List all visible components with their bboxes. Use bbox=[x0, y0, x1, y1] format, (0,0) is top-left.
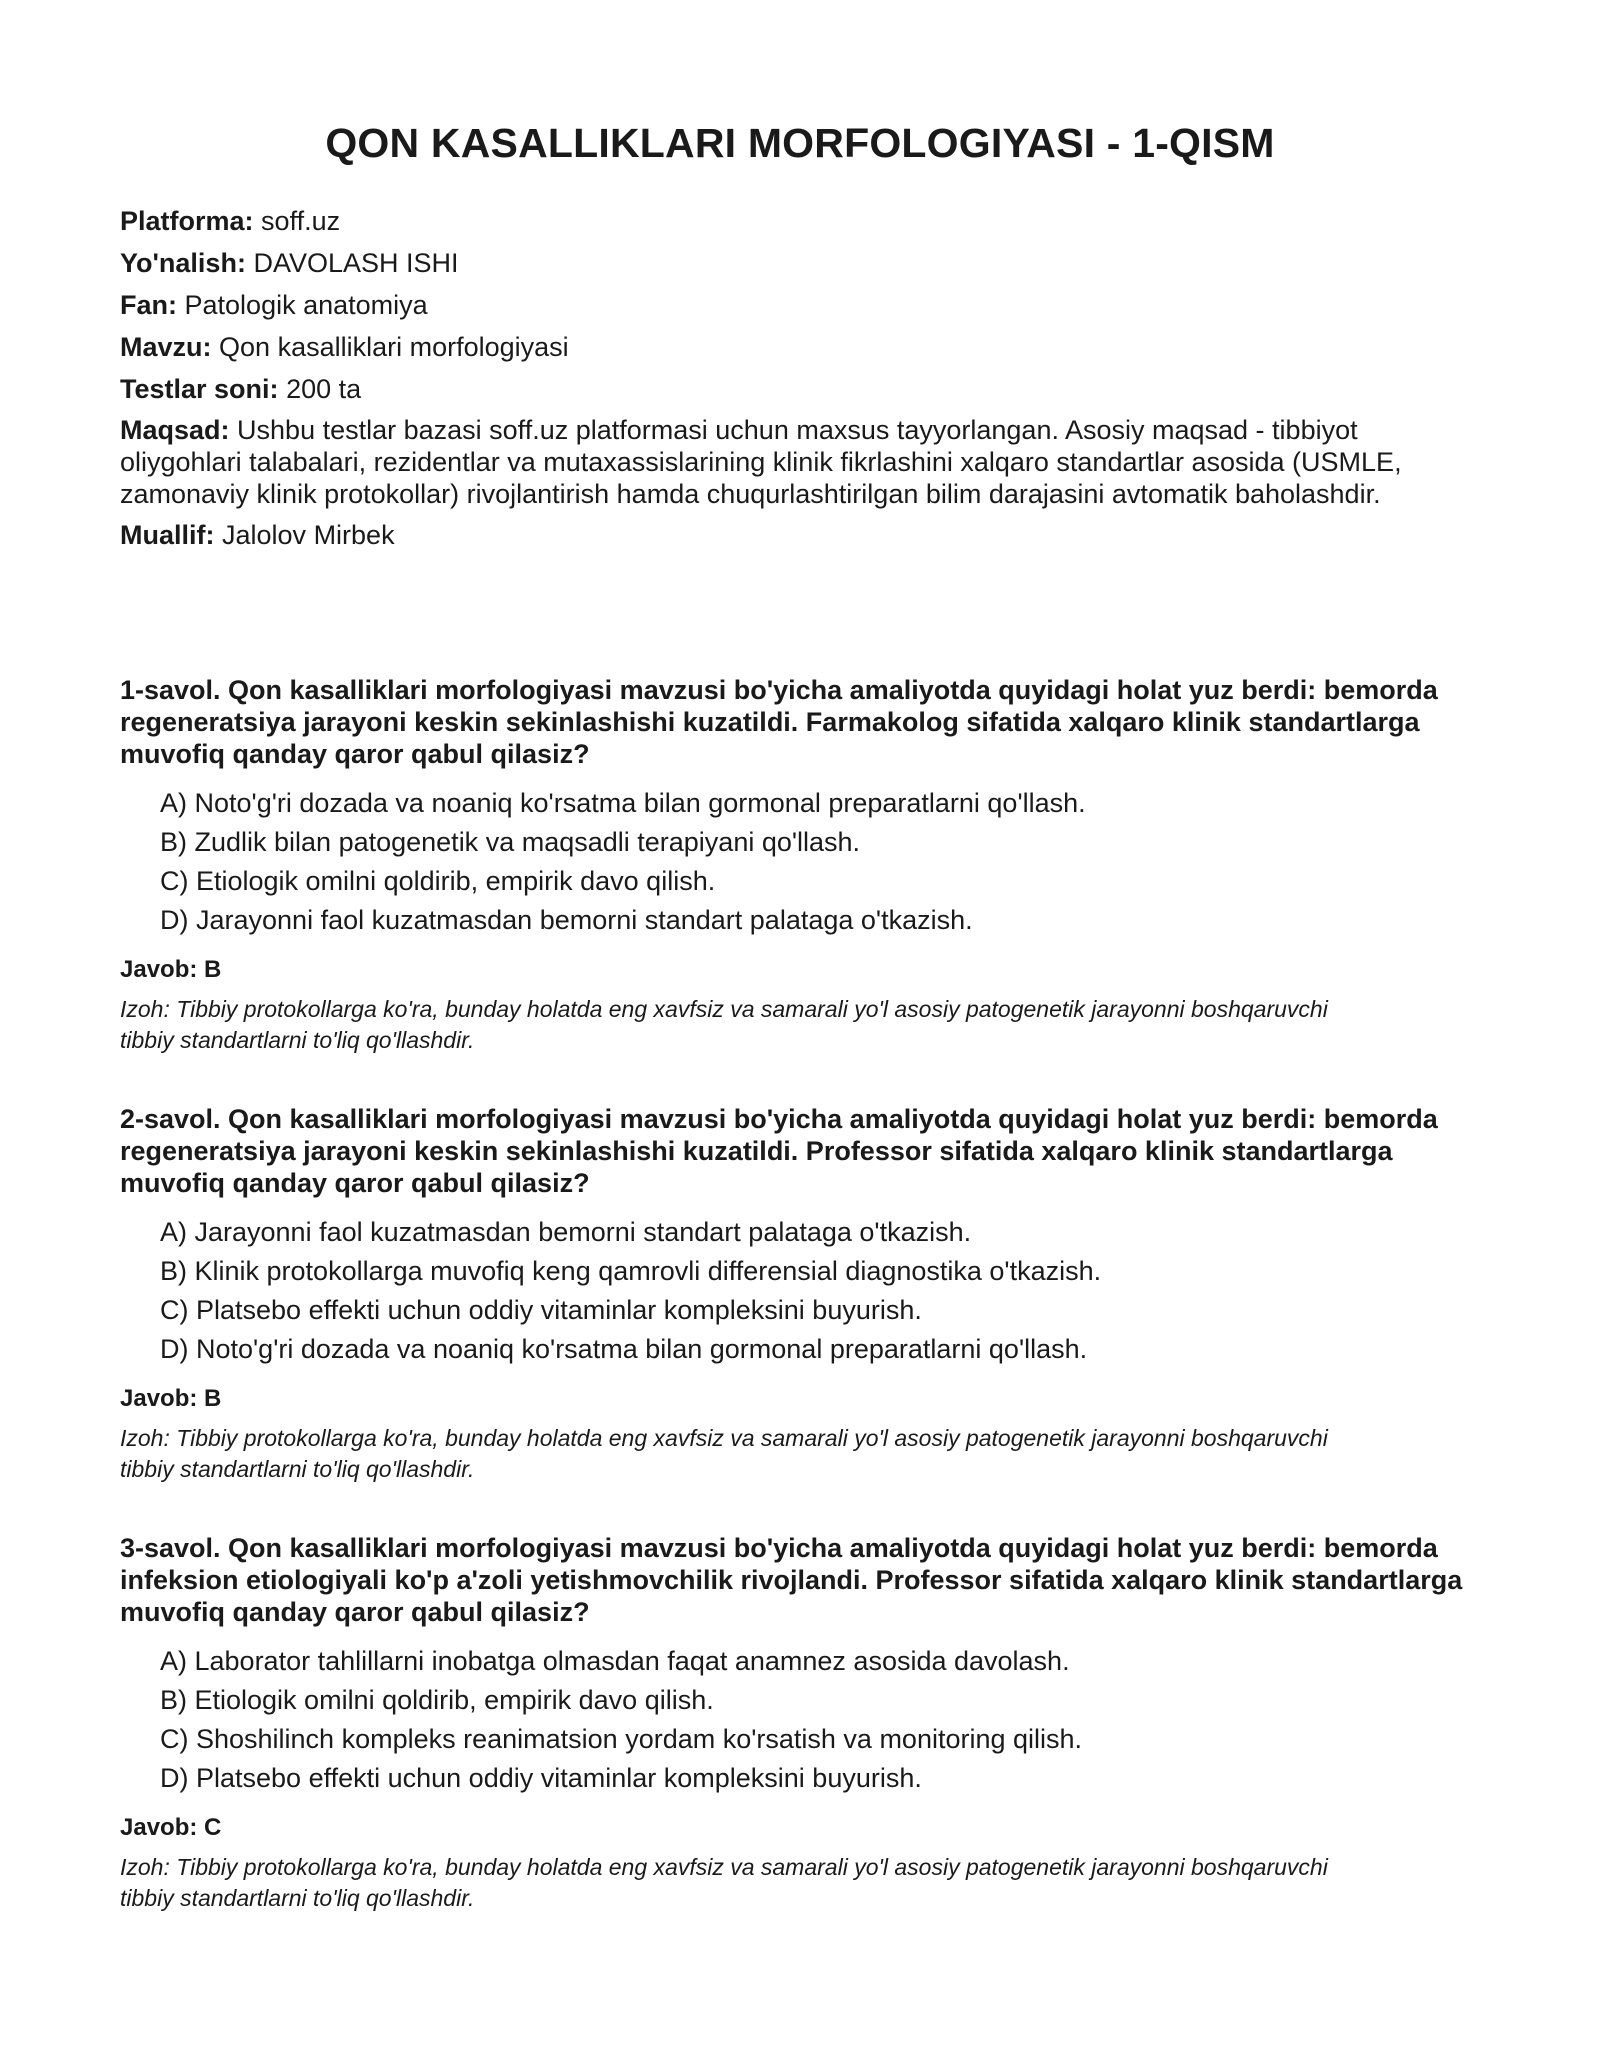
meta-value: 200 ta bbox=[286, 374, 362, 404]
correct-answer: Javob: B bbox=[120, 956, 222, 983]
document-title: QON KASALLIKLARI MORFOLOGIYASI - 1-QISM bbox=[325, 120, 1275, 166]
answer-option-c: C) Etiologik omilni qoldirib, empirik davo qilish. bbox=[160, 866, 716, 896]
answer-option-b: B) Klinik protokollarga muvofiq keng qamrovli differensial diagnostika o'tkazish. bbox=[160, 1256, 1102, 1286]
answer-explanation: Izoh: Tibbiy protokollarga ko'ra, bunday holatda eng xavfsiz va samarali yo'l asosiy patogenetik jarayonni boshqaruvchi tibbiy standartlarni to'liq qo'llashdir. bbox=[120, 1425, 1328, 1482]
meta-subject bbox=[120, 288, 1460, 322]
document-metadata bbox=[120, 204, 1460, 560]
answer-option-d: D) Noto'g'ri dozada va noaniq ko'rsatma bilan gormonal preparatlarni qo'llash. bbox=[160, 1334, 1088, 1364]
question-text: 1-savol. Qon kasalliklari morfologiyasi mavzusi bo'yicha amaliyotda quyidagi holat yuz berdi: bemorda regeneratsiya jarayoni keskin sekinlashishi kuzatildi. Farmakolog sifatida xalqaro klinik standartlarga muvofiq qanday qaror qabul qilasiz? bbox=[120, 675, 1438, 769]
meta-author bbox=[120, 518, 1460, 552]
meta-label: Testlar soni: bbox=[120, 374, 279, 404]
meta-label: Mavzu: bbox=[120, 332, 212, 362]
answer-option-c: C) Platsebo effekti uchun oddiy vitaminlar kompleksini buyurish. bbox=[160, 1295, 922, 1325]
answer-options bbox=[120, 784, 1470, 940]
answer-option-b: B) Etiologik omilni qoldirib, empirik davo qilish. bbox=[160, 1685, 714, 1715]
meta-label: Fan: bbox=[120, 290, 177, 320]
question-item bbox=[120, 1532, 1470, 1914]
meta-purpose bbox=[120, 414, 1460, 510]
meta-label: Muallif: bbox=[120, 520, 215, 550]
question-item bbox=[120, 674, 1470, 1056]
meta-test-count bbox=[120, 372, 1460, 406]
answer-option-c: C) Shoshilinch kompleks reanimatsion yordam ko'rsatish va monitoring qilish. bbox=[160, 1724, 1083, 1754]
answer-option-a: A) Jarayonni faol kuzatmasdan bemorni standart palataga o'tkazish. bbox=[160, 1217, 972, 1247]
meta-value: Qon kasalliklari morfologiyasi bbox=[219, 332, 569, 362]
meta-value: soff.uz bbox=[261, 206, 341, 236]
meta-label: Maqsad: bbox=[120, 415, 230, 445]
question-text: 3-savol. Qon kasalliklari morfologiyasi mavzusi bo'yicha amaliyotda quyidagi holat yuz berdi: bemorda infeksion etiologiyali ko'p a'zoli yetishmovchilik rivojlandi. Professor sifatida xalqaro klinik standartlarga muvofiq qanday qaror qabul qilasiz? bbox=[120, 1533, 1463, 1627]
meta-value: Patologik anatomiya bbox=[184, 290, 428, 320]
meta-label: Platforma: bbox=[120, 206, 254, 236]
meta-value: DAVOLASH ISHI bbox=[253, 248, 459, 278]
answer-explanation: Izoh: Tibbiy protokollarga ko'ra, bunday holatda eng xavfsiz va samarali yo'l asosiy patogenetik jarayonni boshqaruvchi tibbiy standartlarni to'liq qo'llashdir. bbox=[120, 996, 1328, 1053]
answer-option-a: A) Laborator tahlillarni inobatga olmasdan faqat anamnez asosida davolash. bbox=[160, 1646, 1070, 1676]
question-list bbox=[120, 674, 1470, 1961]
answer-option-d: D) Jarayonni faol kuzatmasdan bemorni standart palataga o'tkazish. bbox=[160, 905, 973, 935]
correct-answer: Javob: B bbox=[120, 1385, 222, 1412]
answer-options bbox=[120, 1213, 1470, 1369]
meta-topic bbox=[120, 330, 1460, 364]
answer-option-d: D) Platsebo effekti uchun oddiy vitaminlar kompleksini buyurish. bbox=[160, 1763, 922, 1793]
question-item bbox=[120, 1103, 1470, 1485]
meta-platform bbox=[120, 204, 1460, 238]
meta-value: Jalolov Mirbek bbox=[222, 520, 395, 550]
answer-options bbox=[120, 1642, 1470, 1798]
correct-answer: Javob: C bbox=[120, 1814, 222, 1841]
meta-direction bbox=[120, 246, 1460, 280]
answer-explanation: Izoh: Tibbiy protokollarga ko'ra, bunday holatda eng xavfsiz va samarali yo'l asosiy patogenetik jarayonni boshqaruvchi tibbiy standartlarni to'liq qo'llashdir. bbox=[120, 1854, 1328, 1911]
meta-value: Ushbu testlar bazasi soff.uz platformasi uchun maxsus tayyorlangan. Asosiy maqsad - tibbiyot oliygohlari talabalari, rezidentlar va mutaxassislarining klinik fikrlashini xalqaro standartlar asosida (USMLE, zamonaviy klinik protokollar) rivojlantirish hamda chuqurlashtirilgan bilim darajasini avtomatik baholashdir. bbox=[120, 415, 1402, 509]
answer-option-b: B) Zudlik bilan patogenetik va maqsadli terapiyani qo'llash. bbox=[160, 827, 861, 857]
question-text: 2-savol. Qon kasalliklari morfologiyasi mavzusi bo'yicha amaliyotda quyidagi holat yuz berdi: bemorda regeneratsiya jarayoni keskin sekinlashishi kuzatildi. Professor sifatida xalqaro klinik standartlarga muvofiq qanday qaror qabul qilasiz? bbox=[120, 1104, 1438, 1198]
answer-option-a: A) Noto'g'ri dozada va noaniq ko'rsatma bilan gormonal preparatlarni qo'llash. bbox=[160, 788, 1086, 818]
meta-label: Yo'nalish: bbox=[120, 248, 246, 278]
